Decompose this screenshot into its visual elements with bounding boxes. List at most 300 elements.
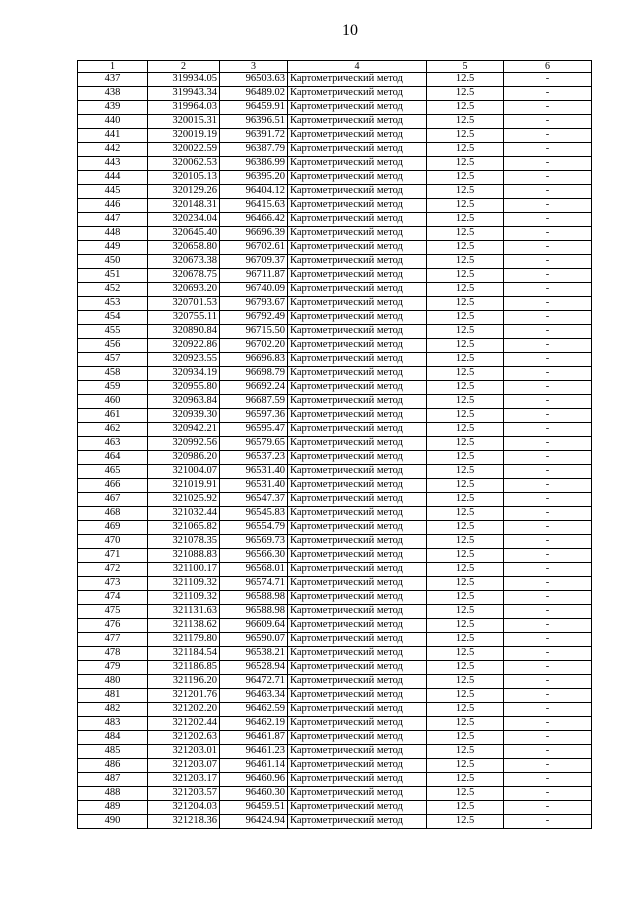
method-cell: Картометрический метод (288, 241, 427, 255)
table-row (78, 815, 592, 829)
table-row (78, 101, 592, 115)
extra-cell: - (504, 339, 592, 353)
y-coordinate-cell: 96462.19 (220, 717, 288, 731)
y-coordinate-cell: 96459.51 (220, 801, 288, 815)
x-coordinate-cell: 320148.31 (148, 199, 220, 213)
method-cell: Картометрический метод (288, 535, 427, 549)
x-coordinate-cell: 321184.54 (148, 647, 220, 661)
accuracy-cell: 12.5 (427, 661, 504, 675)
point-number-cell: 448 (78, 227, 148, 241)
x-coordinate-cell: 320022.59 (148, 143, 220, 157)
x-coordinate-cell: 321203.01 (148, 745, 220, 759)
extra-cell: - (504, 647, 592, 661)
table-row (78, 367, 592, 381)
point-number-cell: 446 (78, 199, 148, 213)
method-cell: Картометрический метод (288, 451, 427, 465)
point-number-cell: 453 (78, 297, 148, 311)
point-number-cell: 481 (78, 689, 148, 703)
point-number-cell: 457 (78, 353, 148, 367)
x-coordinate-cell: 321179.80 (148, 633, 220, 647)
table-row (78, 311, 592, 325)
accuracy-cell: 12.5 (427, 87, 504, 101)
accuracy-cell: 12.5 (427, 283, 504, 297)
method-cell: Картометрический метод (288, 185, 427, 199)
x-coordinate-cell: 320986.20 (148, 451, 220, 465)
accuracy-cell: 12.5 (427, 787, 504, 801)
y-coordinate-cell: 96462.59 (220, 703, 288, 717)
table-row (78, 745, 592, 759)
x-coordinate-cell: 320701.53 (148, 297, 220, 311)
y-coordinate-cell: 96709.37 (220, 255, 288, 269)
accuracy-cell: 12.5 (427, 241, 504, 255)
method-cell: Картометрический метод (288, 157, 427, 171)
extra-cell: - (504, 759, 592, 773)
point-number-cell: 485 (78, 745, 148, 759)
accuracy-cell: 12.5 (427, 73, 504, 87)
accuracy-cell: 12.5 (427, 647, 504, 661)
y-coordinate-cell: 96531.40 (220, 465, 288, 479)
x-coordinate-cell: 320693.20 (148, 283, 220, 297)
extra-cell: - (504, 549, 592, 563)
accuracy-cell: 12.5 (427, 731, 504, 745)
extra-cell: - (504, 297, 592, 311)
method-cell: Картометрический метод (288, 801, 427, 815)
point-number-cell: 468 (78, 507, 148, 521)
point-number-cell: 458 (78, 367, 148, 381)
table-row (78, 353, 592, 367)
method-cell: Картометрический метод (288, 437, 427, 451)
y-coordinate-cell: 96597.36 (220, 409, 288, 423)
y-coordinate-cell: 96459.91 (220, 101, 288, 115)
y-coordinate-cell: 96461.87 (220, 731, 288, 745)
method-cell: Картометрический метод (288, 311, 427, 325)
point-number-cell: 472 (78, 563, 148, 577)
table-row (78, 703, 592, 717)
method-cell: Картометрический метод (288, 115, 427, 129)
method-cell: Картометрический метод (288, 577, 427, 591)
accuracy-cell: 12.5 (427, 423, 504, 437)
method-cell: Картометрический метод (288, 661, 427, 675)
x-coordinate-cell: 321196.20 (148, 675, 220, 689)
extra-cell: - (504, 73, 592, 87)
point-number-cell: 486 (78, 759, 148, 773)
accuracy-cell: 12.5 (427, 437, 504, 451)
table-row (78, 535, 592, 549)
point-number-cell: 478 (78, 647, 148, 661)
table-row (78, 633, 592, 647)
method-cell: Картометрический метод (288, 493, 427, 507)
table-row (78, 731, 592, 745)
method-cell: Картометрический метод (288, 619, 427, 633)
point-number-cell: 443 (78, 157, 148, 171)
x-coordinate-cell: 320942.21 (148, 423, 220, 437)
y-coordinate-cell: 96715.50 (220, 325, 288, 339)
y-coordinate-cell: 96698.79 (220, 367, 288, 381)
table-row (78, 409, 592, 423)
x-coordinate-cell: 320673.38 (148, 255, 220, 269)
y-coordinate-cell: 96466.42 (220, 213, 288, 227)
x-coordinate-cell: 320992.56 (148, 437, 220, 451)
table-row (78, 213, 592, 227)
point-number-cell: 467 (78, 493, 148, 507)
table-row (78, 661, 592, 675)
table-row (78, 269, 592, 283)
point-number-cell: 460 (78, 395, 148, 409)
extra-cell: - (504, 493, 592, 507)
table-row (78, 619, 592, 633)
y-coordinate-cell: 96588.98 (220, 605, 288, 619)
table-row (78, 689, 592, 703)
table-row (78, 73, 592, 87)
x-coordinate-cell: 320658.80 (148, 241, 220, 255)
extra-cell: - (504, 675, 592, 689)
method-cell: Картометрический метод (288, 325, 427, 339)
y-coordinate-cell: 96595.47 (220, 423, 288, 437)
accuracy-cell: 12.5 (427, 115, 504, 129)
point-number-cell: 442 (78, 143, 148, 157)
method-cell: Картометрический метод (288, 367, 427, 381)
y-coordinate-cell: 96740.09 (220, 283, 288, 297)
method-cell: Картометрический метод (288, 549, 427, 563)
y-coordinate-cell: 96460.96 (220, 773, 288, 787)
column-header: 2 (148, 61, 220, 73)
x-coordinate-cell: 320678.75 (148, 269, 220, 283)
table-row (78, 143, 592, 157)
point-number-cell: 459 (78, 381, 148, 395)
method-cell: Картометрический метод (288, 633, 427, 647)
method-cell: Картометрический метод (288, 675, 427, 689)
y-coordinate-cell: 96415.63 (220, 199, 288, 213)
table-row (78, 437, 592, 451)
table-row (78, 171, 592, 185)
extra-cell: - (504, 241, 592, 255)
method-cell: Картометрический метод (288, 171, 427, 185)
method-cell: Картометрический метод (288, 759, 427, 773)
method-cell: Картометрический метод (288, 101, 427, 115)
accuracy-cell: 12.5 (427, 577, 504, 591)
y-coordinate-cell: 96503.63 (220, 73, 288, 87)
method-cell: Картометрический метод (288, 227, 427, 241)
y-coordinate-cell: 96702.20 (220, 339, 288, 353)
method-cell: Картометрический метод (288, 73, 427, 87)
accuracy-cell: 12.5 (427, 311, 504, 325)
accuracy-cell: 12.5 (427, 395, 504, 409)
x-coordinate-cell: 321088.83 (148, 549, 220, 563)
method-cell: Картометрический метод (288, 339, 427, 353)
table-row (78, 759, 592, 773)
extra-cell: - (504, 87, 592, 101)
method-cell: Картометрический метод (288, 143, 427, 157)
method-cell: Картометрический метод (288, 423, 427, 437)
page-number: 10 (342, 22, 358, 39)
y-coordinate-cell: 96696.83 (220, 353, 288, 367)
y-coordinate-cell: 96528.94 (220, 661, 288, 675)
column-header: 4 (288, 61, 427, 73)
point-number-cell: 463 (78, 437, 148, 451)
point-number-cell: 471 (78, 549, 148, 563)
point-number-cell: 470 (78, 535, 148, 549)
accuracy-cell: 12.5 (427, 339, 504, 353)
y-coordinate-cell: 96554.79 (220, 521, 288, 535)
table-row (78, 115, 592, 129)
method-cell: Картометрический метод (288, 605, 427, 619)
extra-cell: - (504, 745, 592, 759)
point-number-cell: 449 (78, 241, 148, 255)
x-coordinate-cell: 320939.30 (148, 409, 220, 423)
x-coordinate-cell: 319943.34 (148, 87, 220, 101)
accuracy-cell: 12.5 (427, 633, 504, 647)
accuracy-cell: 12.5 (427, 479, 504, 493)
point-number-cell: 438 (78, 87, 148, 101)
accuracy-cell: 12.5 (427, 801, 504, 815)
table-row (78, 157, 592, 171)
method-cell: Картометрический метод (288, 465, 427, 479)
method-cell: Картометрический метод (288, 521, 427, 535)
accuracy-cell: 12.5 (427, 563, 504, 577)
table-row (78, 325, 592, 339)
extra-cell: - (504, 535, 592, 549)
point-number-cell: 483 (78, 717, 148, 731)
x-coordinate-cell: 320234.04 (148, 213, 220, 227)
method-cell: Картометрический метод (288, 507, 427, 521)
x-coordinate-cell: 321032.44 (148, 507, 220, 521)
extra-cell: - (504, 409, 592, 423)
accuracy-cell: 12.5 (427, 717, 504, 731)
x-coordinate-cell: 320890.84 (148, 325, 220, 339)
y-coordinate-cell: 96692.24 (220, 381, 288, 395)
x-coordinate-cell: 321202.44 (148, 717, 220, 731)
point-number-cell: 455 (78, 325, 148, 339)
accuracy-cell: 12.5 (427, 199, 504, 213)
y-coordinate-cell: 96574.71 (220, 577, 288, 591)
extra-cell: - (504, 185, 592, 199)
method-cell: Картометрический метод (288, 647, 427, 661)
extra-cell: - (504, 129, 592, 143)
point-number-cell: 464 (78, 451, 148, 465)
y-coordinate-cell: 96579.65 (220, 437, 288, 451)
table-row (78, 339, 592, 353)
x-coordinate-cell: 321203.07 (148, 759, 220, 773)
table-row (78, 255, 592, 269)
table-row (78, 199, 592, 213)
accuracy-cell: 12.5 (427, 409, 504, 423)
table-row (78, 521, 592, 535)
accuracy-cell: 12.5 (427, 143, 504, 157)
extra-cell: - (504, 787, 592, 801)
extra-cell: - (504, 801, 592, 815)
x-coordinate-cell: 320923.55 (148, 353, 220, 367)
y-coordinate-cell: 96538.21 (220, 647, 288, 661)
coordinates-table (77, 60, 592, 829)
accuracy-cell: 12.5 (427, 493, 504, 507)
method-cell: Картометрический метод (288, 199, 427, 213)
accuracy-cell: 12.5 (427, 535, 504, 549)
point-number-cell: 473 (78, 577, 148, 591)
accuracy-cell: 12.5 (427, 451, 504, 465)
x-coordinate-cell: 320645.40 (148, 227, 220, 241)
point-number-cell: 474 (78, 591, 148, 605)
method-cell: Картометрический метод (288, 255, 427, 269)
column-header: 6 (504, 61, 592, 73)
x-coordinate-cell: 321100.17 (148, 563, 220, 577)
x-coordinate-cell: 320922.86 (148, 339, 220, 353)
y-coordinate-cell: 96687.59 (220, 395, 288, 409)
method-cell: Картометрический метод (288, 353, 427, 367)
point-number-cell: 475 (78, 605, 148, 619)
table-row (78, 129, 592, 143)
x-coordinate-cell: 319964.03 (148, 101, 220, 115)
method-cell: Картометрический метод (288, 787, 427, 801)
y-coordinate-cell: 96395.20 (220, 171, 288, 185)
method-cell: Картометрический метод (288, 381, 427, 395)
accuracy-cell: 12.5 (427, 619, 504, 633)
extra-cell: - (504, 577, 592, 591)
method-cell: Картометрический метод (288, 409, 427, 423)
extra-cell: - (504, 731, 592, 745)
point-number-cell: 477 (78, 633, 148, 647)
x-coordinate-cell: 321109.32 (148, 577, 220, 591)
accuracy-cell: 12.5 (427, 759, 504, 773)
x-coordinate-cell: 320105.13 (148, 171, 220, 185)
x-coordinate-cell: 320129.26 (148, 185, 220, 199)
extra-cell: - (504, 633, 592, 647)
point-number-cell: 462 (78, 423, 148, 437)
point-number-cell: 487 (78, 773, 148, 787)
point-number-cell: 476 (78, 619, 148, 633)
method-cell: Картометрический метод (288, 297, 427, 311)
accuracy-cell: 12.5 (427, 549, 504, 563)
x-coordinate-cell: 319934.05 (148, 73, 220, 87)
method-cell: Картометрический метод (288, 395, 427, 409)
extra-cell: - (504, 395, 592, 409)
table-row (78, 787, 592, 801)
point-number-cell: 469 (78, 521, 148, 535)
x-coordinate-cell: 320755.11 (148, 311, 220, 325)
extra-cell: - (504, 255, 592, 269)
x-coordinate-cell: 320963.84 (148, 395, 220, 409)
accuracy-cell: 12.5 (427, 605, 504, 619)
extra-cell: - (504, 269, 592, 283)
extra-cell: - (504, 353, 592, 367)
x-coordinate-cell: 320062.53 (148, 157, 220, 171)
table-row (78, 577, 592, 591)
table-row (78, 227, 592, 241)
accuracy-cell: 12.5 (427, 465, 504, 479)
accuracy-cell: 12.5 (427, 591, 504, 605)
table-row (78, 297, 592, 311)
method-cell: Картометрический метод (288, 773, 427, 787)
point-number-cell: 461 (78, 409, 148, 423)
extra-cell: - (504, 157, 592, 171)
accuracy-cell: 12.5 (427, 269, 504, 283)
accuracy-cell: 12.5 (427, 381, 504, 395)
table-row (78, 675, 592, 689)
x-coordinate-cell: 321131.63 (148, 605, 220, 619)
table-header-row (78, 61, 592, 73)
y-coordinate-cell: 96424.94 (220, 815, 288, 829)
accuracy-cell: 12.5 (427, 325, 504, 339)
x-coordinate-cell: 320934.19 (148, 367, 220, 381)
x-coordinate-cell: 321065.82 (148, 521, 220, 535)
extra-cell: - (504, 465, 592, 479)
point-number-cell: 445 (78, 185, 148, 199)
extra-cell: - (504, 591, 592, 605)
table-row (78, 381, 592, 395)
x-coordinate-cell: 321078.35 (148, 535, 220, 549)
y-coordinate-cell: 96404.12 (220, 185, 288, 199)
table-row (78, 605, 592, 619)
y-coordinate-cell: 96545.83 (220, 507, 288, 521)
y-coordinate-cell: 96472.71 (220, 675, 288, 689)
table-row (78, 241, 592, 255)
method-cell: Картометрический метод (288, 213, 427, 227)
extra-cell: - (504, 815, 592, 829)
extra-cell: - (504, 689, 592, 703)
y-coordinate-cell: 96696.39 (220, 227, 288, 241)
point-number-cell: 456 (78, 339, 148, 353)
method-cell: Картометрический метод (288, 731, 427, 745)
y-coordinate-cell: 96396.51 (220, 115, 288, 129)
accuracy-cell: 12.5 (427, 675, 504, 689)
extra-cell: - (504, 227, 592, 241)
extra-cell: - (504, 563, 592, 577)
x-coordinate-cell: 321202.63 (148, 731, 220, 745)
extra-cell: - (504, 521, 592, 535)
accuracy-cell: 12.5 (427, 353, 504, 367)
x-coordinate-cell: 321109.32 (148, 591, 220, 605)
extra-cell: - (504, 143, 592, 157)
point-number-cell: 465 (78, 465, 148, 479)
y-coordinate-cell: 96547.37 (220, 493, 288, 507)
point-number-cell: 440 (78, 115, 148, 129)
y-coordinate-cell: 96386.99 (220, 157, 288, 171)
table-row (78, 395, 592, 409)
y-coordinate-cell: 96590.07 (220, 633, 288, 647)
point-number-cell: 488 (78, 787, 148, 801)
point-number-cell: 484 (78, 731, 148, 745)
accuracy-cell: 12.5 (427, 815, 504, 829)
accuracy-cell: 12.5 (427, 773, 504, 787)
method-cell: Картометрический метод (288, 87, 427, 101)
table-row (78, 801, 592, 815)
y-coordinate-cell: 96537.23 (220, 451, 288, 465)
extra-cell: - (504, 451, 592, 465)
accuracy-cell: 12.5 (427, 297, 504, 311)
point-number-cell: 454 (78, 311, 148, 325)
x-coordinate-cell: 321203.57 (148, 787, 220, 801)
extra-cell: - (504, 283, 592, 297)
point-number-cell: 447 (78, 213, 148, 227)
accuracy-cell: 12.5 (427, 521, 504, 535)
y-coordinate-cell: 96609.64 (220, 619, 288, 633)
extra-cell: - (504, 101, 592, 115)
table-row (78, 493, 592, 507)
extra-cell: - (504, 423, 592, 437)
extra-cell: - (504, 115, 592, 129)
x-coordinate-cell: 321138.62 (148, 619, 220, 633)
accuracy-cell: 12.5 (427, 745, 504, 759)
extra-cell: - (504, 479, 592, 493)
y-coordinate-cell: 96568.01 (220, 563, 288, 577)
point-number-cell: 479 (78, 661, 148, 675)
y-coordinate-cell: 96463.34 (220, 689, 288, 703)
table-row (78, 591, 592, 605)
point-number-cell: 441 (78, 129, 148, 143)
extra-cell: - (504, 199, 592, 213)
method-cell: Картометрический метод (288, 283, 427, 297)
y-coordinate-cell: 96461.23 (220, 745, 288, 759)
point-number-cell: 439 (78, 101, 148, 115)
